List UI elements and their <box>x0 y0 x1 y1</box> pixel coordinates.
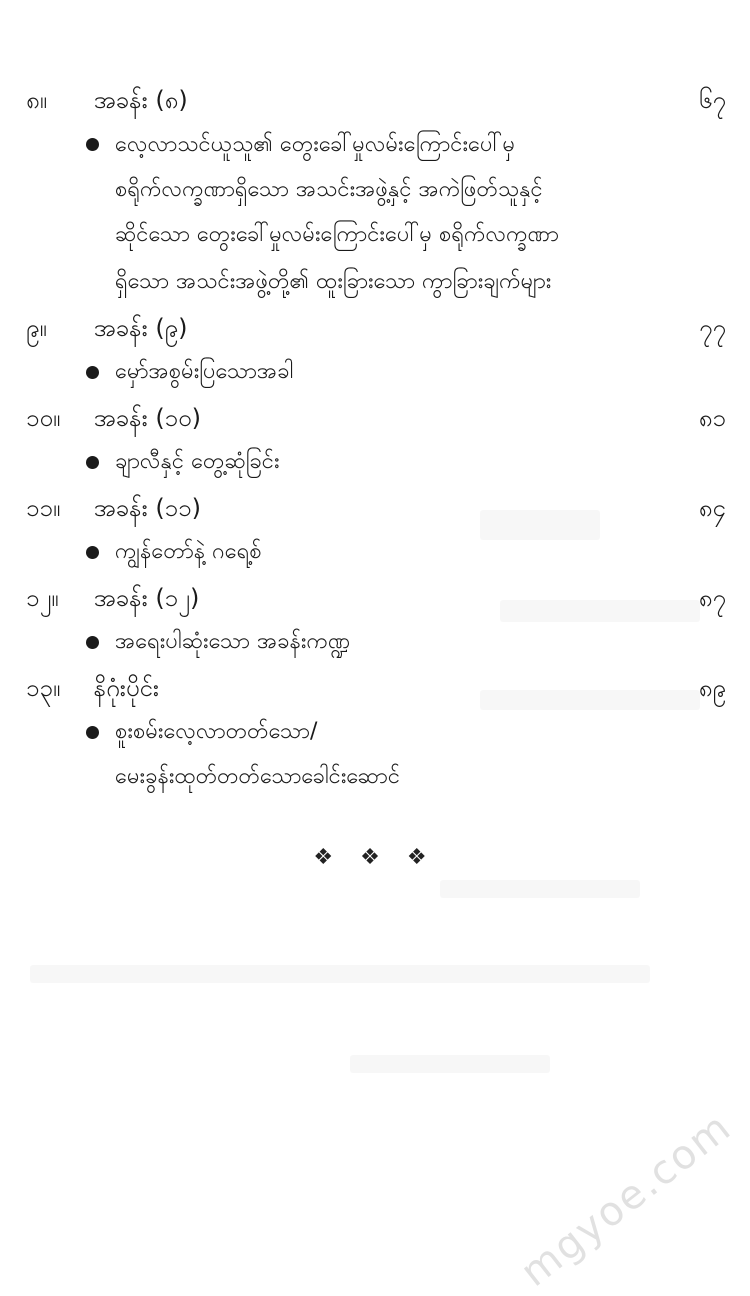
entry-title: အခန်း (၉) <box>93 314 188 342</box>
entry-page-number: ၈၇ <box>698 584 726 612</box>
entry-page-number: ၈၄ <box>698 494 726 522</box>
show-through-mark <box>440 880 640 898</box>
entry-subtitle-line: စူးစမ်းလေ့လာတတ်သော/ <box>115 719 318 744</box>
entry-title: နိဂုံးပိုင်း <box>93 674 159 702</box>
entry-subtitle-line: ရှိသော အသင်းအဖွဲ့တို့၏ ထူးခြားသော ကွာခြားချက်များ <box>115 269 552 294</box>
bullet-icon <box>86 546 99 559</box>
bullet-icon <box>86 726 99 739</box>
toc-entry-8[interactable] <box>26 80 726 120</box>
entry-subtitle-line: ကျွန်တော်နဲ့ ဂရေ့စ် <box>115 539 262 564</box>
entry-title: အခန်း (၁၁) <box>93 494 202 522</box>
entry-number: ၁၃။ <box>26 674 61 702</box>
entry-title: အခန်း (၈) <box>93 86 188 114</box>
entry-number: ၈။ <box>26 86 47 114</box>
entry-title: အခန်း (၁၂) <box>93 584 200 612</box>
entry-number: ၉။ <box>26 314 47 342</box>
toc-entry-12[interactable] <box>26 578 726 618</box>
entry-subtitle-line: မေးခွန်းထုတ်တတ်သောခေါင်းဆောင် <box>115 764 401 789</box>
toc-entry-13[interactable] <box>26 668 726 708</box>
section-end-ornament: ❖ ❖ ❖ <box>313 845 437 870</box>
entry-page-number: ၇၇ <box>699 314 726 342</box>
entry-page-number: ၆၇ <box>699 86 726 114</box>
entry-subtitle-line: လေ့လာသင်ယူသူ၏ တွေးခေါ်မှုလမ်းကြောင်းပေါ်မှ <box>115 132 516 157</box>
entry-subtitle-line: ချာလီနှင့် တွေ့ဆုံခြင်း <box>115 449 280 474</box>
entry-subtitle-line: အရေးပါဆုံးသော အခန်းကဏ္ဍ <box>115 629 351 654</box>
entry-number: ၁၀။ <box>26 404 61 432</box>
entry-subtitle-line: ဆိုင်သော တွေးခေါ်မှုလမ်းကြောင်းပေါ်မှ စရိုက်လက္ခဏာ <box>115 222 559 247</box>
entry-subtitle-line: စရိုက်လက္ခဏာရှိသော အသင်းအဖွဲ့နှင့် အကဲဖြတ်သူနှင့် <box>115 177 543 202</box>
toc-entry-9[interactable] <box>26 308 726 348</box>
show-through-mark <box>350 1055 550 1073</box>
bullet-icon <box>86 456 99 469</box>
bullet-icon <box>86 366 99 379</box>
bullet-icon <box>86 636 99 649</box>
bullet-icon <box>86 138 99 151</box>
entry-number: ၁၁။ <box>26 494 61 522</box>
watermark: mgyoe.com <box>512 1103 740 1296</box>
toc-entry-11[interactable] <box>26 488 726 528</box>
entry-number: ၁၂။ <box>26 584 59 612</box>
entry-title: အခန်း (၁၀) <box>93 404 202 432</box>
entry-subtitle-line: မှော်အစွမ်းပြသောအခါ <box>115 359 294 384</box>
entry-page-number: ၈၉ <box>698 674 726 702</box>
show-through-mark <box>30 965 650 983</box>
entry-page-number: ၈၁ <box>698 404 726 432</box>
toc-entry-10[interactable] <box>26 398 726 438</box>
